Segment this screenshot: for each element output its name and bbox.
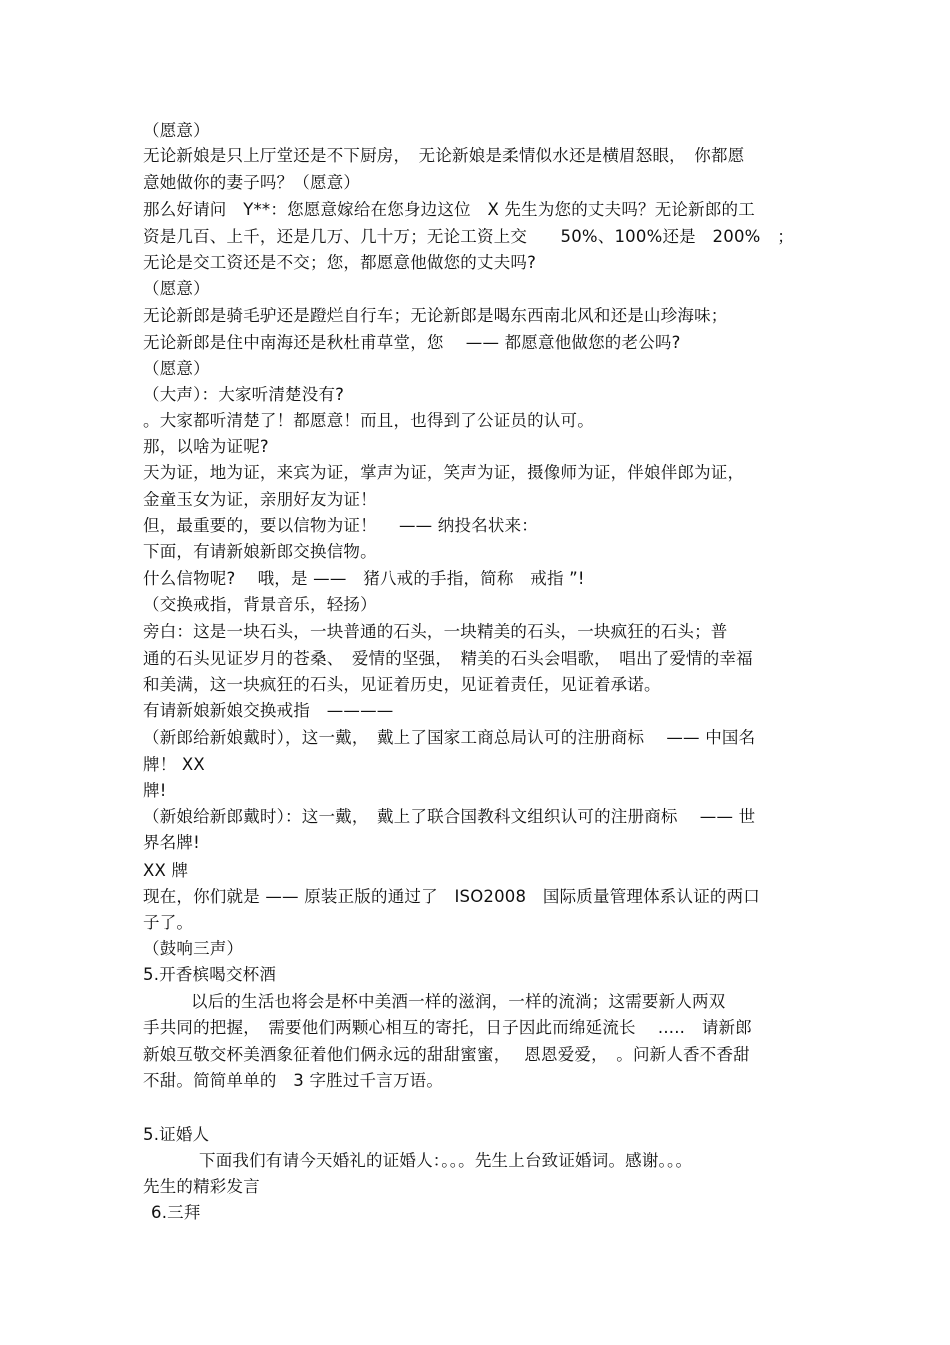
text-line: 下面我们有请今天婚礼的证婚人：。。。先生上台致证婚词。感谢。。。 xyxy=(199,1151,693,1170)
text-line: 现在，你们就是 —— 原装正版的通过了 ISO2008 国际质量管理体系认证的两口 xyxy=(143,887,761,906)
text-line: 牌！ XX xyxy=(143,755,205,774)
text-line: 子了。 xyxy=(143,913,194,932)
text-line: （交换戒指，背景音乐，轻扬） xyxy=(143,595,377,614)
text-line: 但，最重要的，要以信物为证！ —— 纳投名状来： xyxy=(143,516,538,535)
text-line: 新娘互敬交杯美酒象征着他们俩永远的甜甜蜜蜜， 恩恩爱爱， 。问新人香不香甜 xyxy=(143,1045,750,1064)
text-line: 牌! xyxy=(143,781,167,800)
text-line: 不甜。简简单单的 3 字胜过千言万语。 xyxy=(143,1071,444,1090)
section-heading: 5.开香槟喝交杯酒 xyxy=(143,965,277,984)
text-line: （新娘给新郎戴时）：这一戴， 戴上了联合国教科文组织认可的注册商标 —— 世 xyxy=(143,807,756,826)
text-line: （愿意） xyxy=(143,359,210,378)
text-line: 旁白：这是一块石头，一块普通的石头，一块精美的石头，一块疯狂的石头；普 xyxy=(143,622,728,641)
text-line: 无论是交工资还是不交；您，都愿意他做您的丈夫吗? xyxy=(143,253,537,272)
text-line: 先生的精彩发言 xyxy=(143,1177,260,1196)
text-line: 手共同的把握， 需要他们两颗心相互的寄托，日子因此而绵延流长 ..... 请新郎 xyxy=(143,1018,752,1037)
text-line: 有请新娘新娘交换戒指 ———— xyxy=(143,701,394,720)
section-heading: 5.证婚人 xyxy=(143,1125,210,1144)
text-line: （新郎给新娘戴时），这一戴， 戴上了国家工商总局认可的注册商标 —— 中国名 xyxy=(143,728,756,747)
text-line: 那，以啥为证呢? xyxy=(143,437,269,456)
text-line: 天为证，地为证，来宾为证，掌声为证，笑声为证，摄像师为证，伴娘伴郎为证， xyxy=(143,463,745,482)
text-line: 那么好请问 Y**：您愿意嫁给在您身边这位 X 先生为您的丈夫吗？无论新郎的工 xyxy=(143,200,755,219)
text-line: （鼓响三声） xyxy=(143,939,244,958)
text-line: （愿意） xyxy=(143,279,210,298)
text-line: 无论新郎是骑毛驴还是蹬烂自行车；无论新郎是喝东西南北风和还是山珍海味； xyxy=(143,306,728,325)
text-line: 意她做你的妻子吗？（愿意） xyxy=(143,173,361,192)
text-line: 界名牌! xyxy=(143,833,200,852)
text-line: 。大家都听清楚了！都愿意！而且，也得到了公证员的认可。 xyxy=(143,411,594,430)
text-line: 下面，有请新娘新郎交换信物。 xyxy=(143,542,377,561)
text-line: （愿意） xyxy=(143,121,210,140)
text-line: 金童玉女为证，亲朋好友为证！ xyxy=(143,490,377,509)
text-line: 通的石头见证岁月的苍桑、 爱情的坚强， 精美的石头会唱歌， 唱出了爱情的幸福 xyxy=(143,649,753,668)
text-line: （大声）：大家听清楚没有? xyxy=(143,385,345,404)
text-line: 和美满，这一块疯狂的石头，见证着历史，见证着责任，见证着承诺。 xyxy=(143,675,661,694)
text-line: 什么信物呢? 哦，是 —— 猪八戒的手指，简称 戒指 ”! xyxy=(143,569,585,588)
text-line: 资是几百、上千，还是几万、几十万；无论工资上交 50%、100%还是 200% ； xyxy=(143,227,794,246)
text-line: 无论新郎是住中南海还是秋杜甫草堂，您 —— 都愿意他做您的老公吗? xyxy=(143,333,681,352)
section-heading: 6.三拜 xyxy=(151,1203,201,1222)
text-line: 以后的生活也将会是杯中美酒一样的滋润，一样的流淌；这需要新人两双 xyxy=(191,992,726,1011)
text-line: 无论新娘是只上厅堂还是不下厨房， 无论新娘是柔情似水还是横眉怒眼， 你都愿 xyxy=(143,146,745,165)
text-line: XX 牌 xyxy=(143,861,189,880)
